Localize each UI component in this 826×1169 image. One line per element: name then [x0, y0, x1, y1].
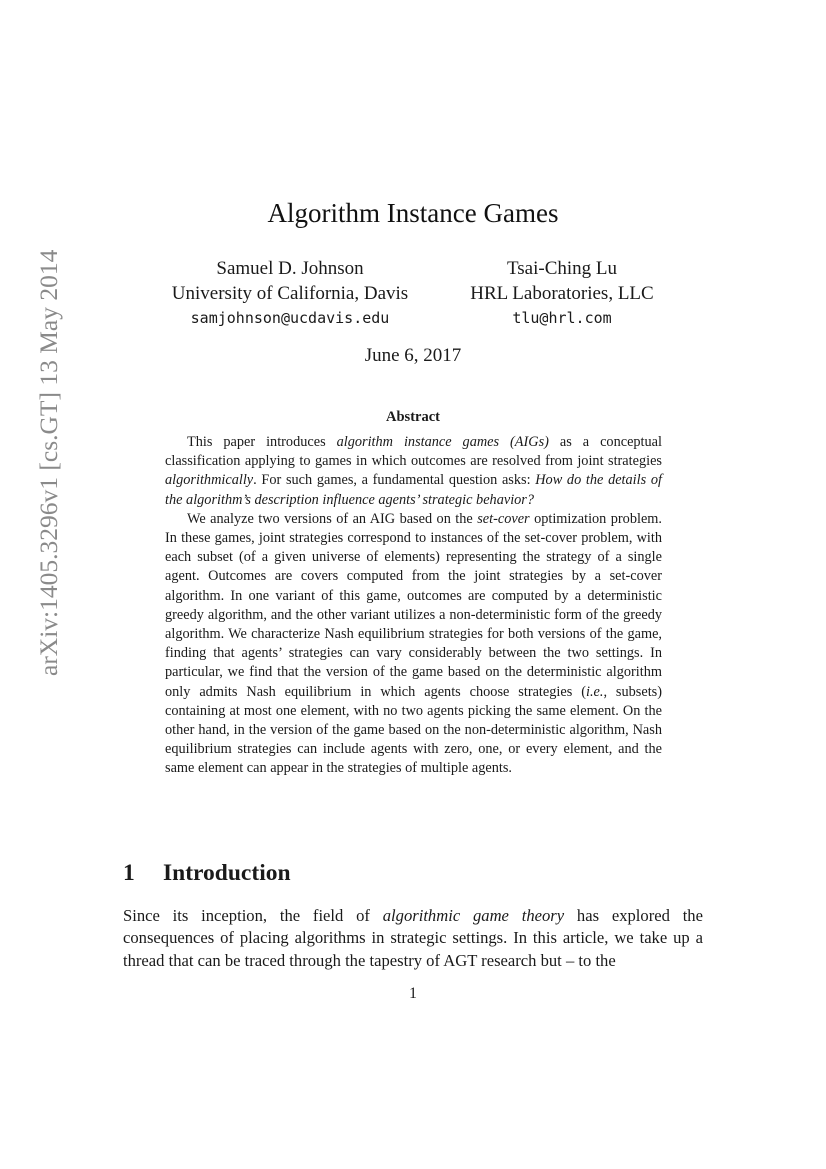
author-email: samjohnson@ucdavis.edu	[190, 309, 390, 327]
abstract-text: This paper introduces	[187, 434, 337, 450]
arxiv-stamp-text: arXiv:1405.3296v1 [cs.GT] 13 May 2014	[34, 249, 63, 676]
paper-date: June 6, 2017	[364, 345, 462, 366]
abstract-emphasis: set-cover	[477, 510, 530, 527]
author-name: Tsai-Ching Lu	[506, 258, 618, 279]
abstract-body	[165, 433, 662, 779]
body-text: has explored the consequences of placing algorithms in strategic settings. In this article, we take up a thread that can be traced through the tapestry of AGT research but – to the	[123, 906, 703, 970]
introduction-paragraph	[123, 905, 703, 972]
paper-title: Algorithm Instance Games	[267, 198, 559, 228]
abstract-emphasis: i.e.	[585, 683, 604, 700]
author-affiliation: HRL Laboratories, LLC	[470, 283, 654, 304]
abstract-text: optimization problem. In these games, joint strategies correspond to instances of the set-cover problem, with each subset (of a given universe of elements) representing the strategy of a single agent. Outcomes are covers computed from the joint strategies by a set-cover algorithm. In one variant of this game, outcomes are computed by a deterministic greedy algorithm, and the other variant utilizes a non-deterministic form of the greedy algorithm. We characterize Nash equilibrium strategies for both versions of the game, finding that agents’ strategies can vary considerably between the two settings. In particular, we find that the version of the game based on the deterministic algorithm only admits Nash equilibrium in which agents choose strategies (	[165, 510, 662, 700]
abstract-text: , subsets) containing at most one element, with no two agents picking the same element. On the other hand, in the version of the game based on the non-deterministic algorithm, Nash equilibrium strategies can include agents with zero, one, or every element, and the same element can appear in the strategies of multiple agents.	[165, 683, 662, 777]
author-email: tlu@hrl.com	[512, 309, 612, 327]
abstract-text: We analyze two versions of an AIG based on the	[187, 510, 478, 527]
abstract-emphasis: How do the details of the algorithm’s description influence agents’ strategic behavior?	[165, 472, 662, 508]
abstract-text: as a conceptual classification applying to games in which outcomes are resolved from joint strategies	[165, 434, 662, 470]
author-affiliation: University of California, Davis	[171, 283, 409, 304]
section-number: 1	[123, 860, 135, 886]
author-block-2	[412, 256, 712, 331]
abstract-paragraph-1	[165, 433, 662, 510]
abstract-heading: Abstract	[386, 409, 440, 425]
abstract-paragraph-2	[165, 510, 662, 779]
abstract-text: . For such games, a fundamental question asks:	[253, 472, 536, 489]
body-emphasis: algorithmic game theory	[382, 906, 565, 925]
body-text: Since its inception, the field of	[123, 906, 383, 925]
page-number: 1	[409, 985, 417, 1002]
abstract-emphasis: algorithm instance games (AIGs)	[336, 434, 549, 450]
abstract-emphasis: algorithmically	[165, 472, 254, 489]
section-heading-introduction	[123, 860, 291, 887]
author-block-1	[140, 256, 440, 331]
section-title: Introduction	[163, 860, 291, 886]
author-name: Samuel D. Johnson	[216, 258, 364, 279]
